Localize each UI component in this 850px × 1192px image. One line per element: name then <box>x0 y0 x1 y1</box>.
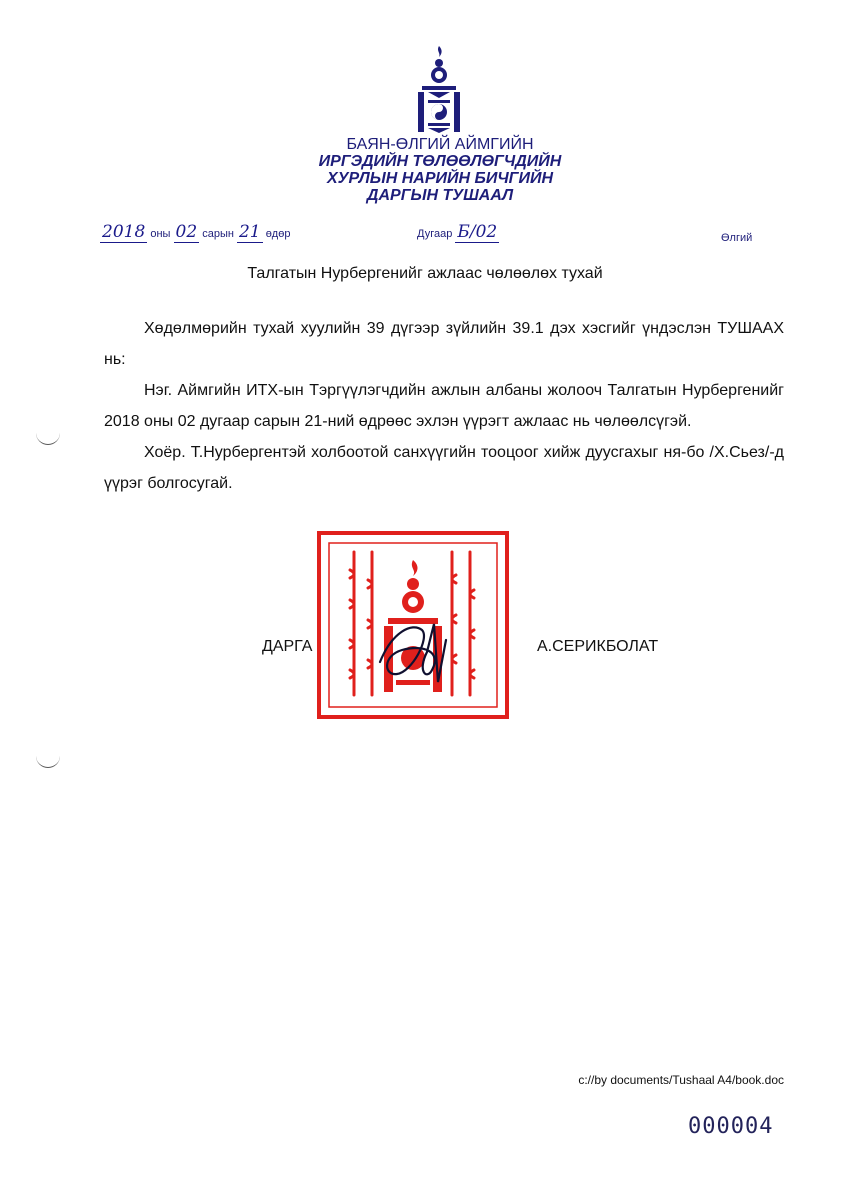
handwritten-year: 2018 <box>102 222 146 242</box>
month-label: сарын <box>202 228 234 240</box>
header-line-secretariat: ХУРЛЫН НАРИЙН БИЧГИЙН <box>326 170 554 187</box>
body-paragraph-basis: Хөдөлмөрийн тухай хуулийн 39 дүгээр зүйлийн 39.1 дэх хэсгийг үндэслэн ТУШААХ нь: <box>104 320 784 368</box>
handwritten-signature <box>372 612 462 692</box>
document-body <box>104 313 784 499</box>
handwritten-month: 02 <box>175 222 198 242</box>
punch-hole-mark-top <box>36 430 60 445</box>
number-field <box>417 222 499 242</box>
serial-number: 000004 <box>688 1114 774 1139</box>
year-label: оны <box>150 228 171 240</box>
header-line-aimag: БАЯН-ӨЛГИЙ АЙМГИЙН <box>346 136 534 153</box>
document-title: Талгатын Нурбергенийг ажлаас чөлөөлөх тухай <box>247 265 603 282</box>
number-label: Дугаар <box>417 228 453 240</box>
date-field <box>100 222 290 242</box>
handwritten-day: 21 <box>238 222 261 242</box>
soyombo-emblem-icon <box>414 44 464 134</box>
signer-name: А.СЕРИКБОЛАТ <box>537 638 659 655</box>
signer-title: ДАРГА <box>262 638 313 655</box>
header-line-council: ИРГЭДИЙН ТӨЛӨӨЛӨГЧДИЙН <box>318 153 562 170</box>
punch-hole-mark-bottom <box>36 753 60 768</box>
header-line-order: ДАРГЫН ТУШААЛ <box>366 187 514 204</box>
day-label: өдөр <box>265 228 291 240</box>
document-header <box>260 136 620 204</box>
body-paragraph-two: Хоёр. Т.Нурбергентэй холбоотой санхүүгийн тооцоог хийж дуусгахыг ня-бо /Х.Сьез/-д үүрэг болгосугай. <box>104 444 784 492</box>
handwritten-number: Б/02 <box>457 222 498 242</box>
body-paragraph-one: Нэг. Аймгийн ИТХ-ын Тэргүүлэгчдийн ажлын албаны жолооч Талгатын Нурбергенийг 2018 оны 02 дугаар сарын 21-ний өдрөөс эхлэн үүрэгт ажлаас нь чөлөөлсүгэй. <box>104 382 784 430</box>
file-path: c://by documents/Tushaal A4/book.doc <box>578 1073 784 1087</box>
place-label: Өлгий <box>721 232 753 244</box>
